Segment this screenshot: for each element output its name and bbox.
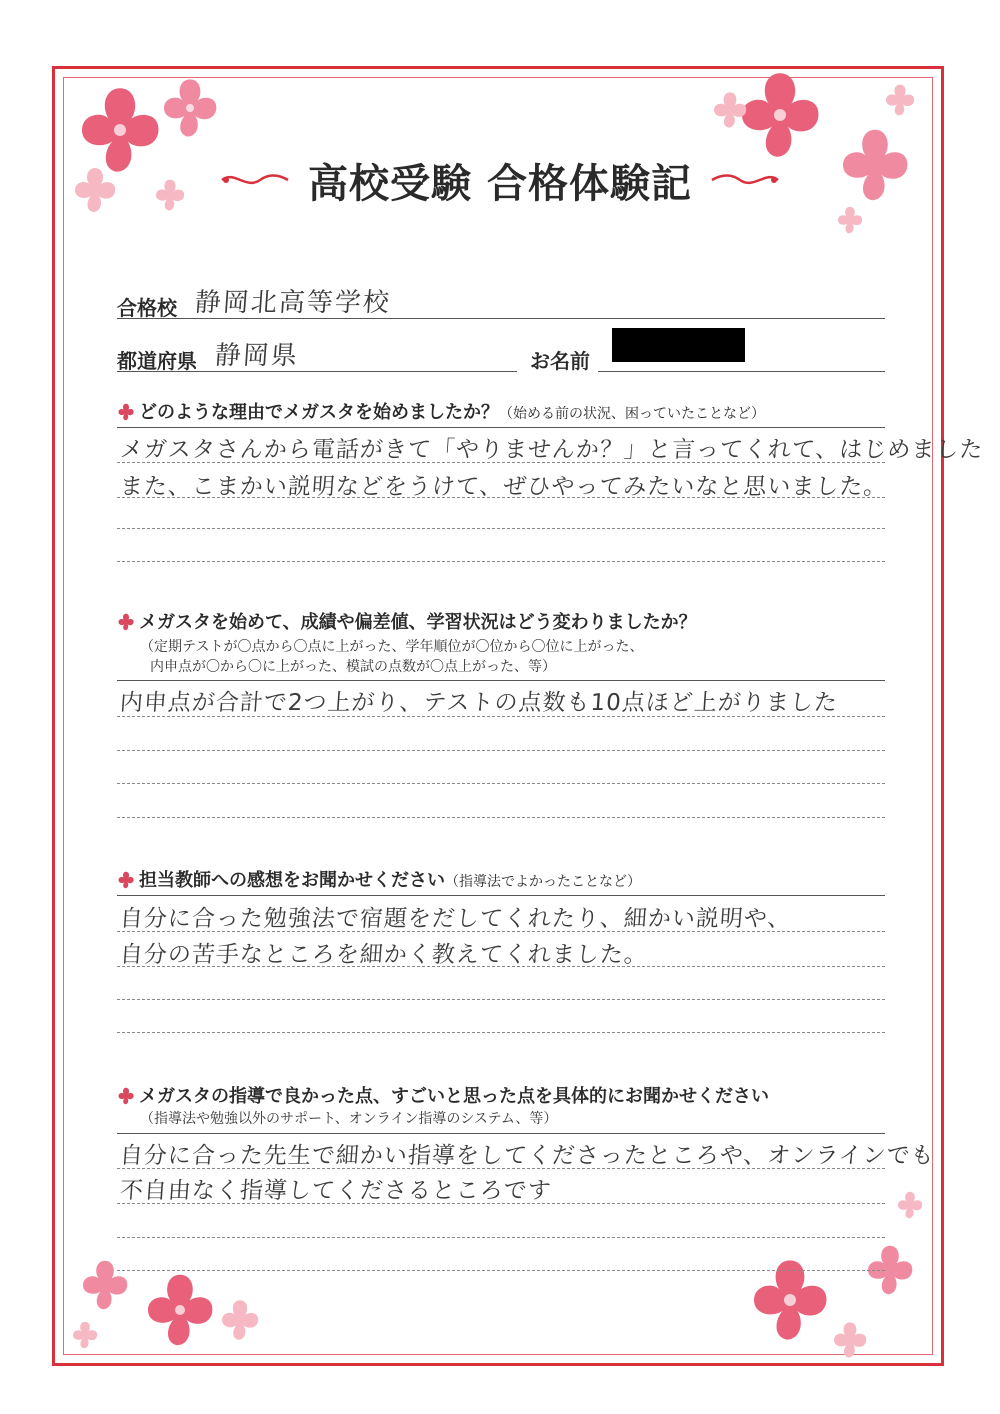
title-ornament-right-icon	[710, 168, 780, 192]
q2-rule-4	[117, 817, 885, 818]
q3-top-line	[117, 895, 885, 896]
q1-rule-4	[117, 561, 885, 562]
blossom-bullet-icon	[117, 1087, 135, 1105]
q4-rule-3	[117, 1237, 885, 1238]
prefecture-value: 静岡県	[213, 341, 300, 371]
q4-top-line	[117, 1133, 885, 1134]
question-1-heading: どのような理由でメガスタを始めましたか？（始める前の状況、困っていたことなど）	[117, 398, 765, 424]
blossom-bullet-icon	[117, 871, 135, 889]
q3-answer-line-2: 自分の苦手なところを細かく教えてくれました。	[118, 942, 649, 968]
prefecture-underline	[117, 371, 517, 372]
q3-rule-2	[117, 966, 885, 967]
question-2-heading: メガスタを始めて、成績や偏差値、学習状況はどう変わりましたか？	[117, 608, 697, 634]
school-underline	[117, 318, 885, 319]
q1-rule-1	[117, 462, 885, 463]
blossom-bullet-icon	[117, 613, 135, 631]
q2-rule-2	[117, 750, 885, 751]
name-underline	[598, 371, 885, 372]
q1-rule-3	[117, 528, 885, 529]
question-4-heading: メガスタの指導で良かった点、すごいと思った点を具体的にお聞かせください	[117, 1082, 769, 1108]
q4-note-line-1: （指導法や勉強以外のサポート、オンライン指導のシステム、等）	[140, 1111, 558, 1127]
q3-answer-line-1: 自分に合った勉強法で宿題をだしてくれたり、細かい説明や、	[118, 906, 793, 932]
q4-rule-4	[117, 1270, 885, 1271]
q3-rule-4	[117, 1032, 885, 1033]
school-label: 合格校	[117, 296, 177, 320]
q2-note-line-2: 内申点が〇から〇に上がった、模試の点数が〇点上がった、等）	[150, 659, 556, 675]
q1-top-line	[117, 427, 885, 428]
q1-rule-2	[117, 497, 885, 498]
q1-answer-line-2: また、こまかい説明などをうけて、ぜひやってみたいなと思いました。	[118, 474, 889, 500]
title-row	[0, 150, 1000, 210]
q2-rule-1	[117, 716, 885, 717]
q2-top-line	[117, 680, 885, 681]
question-3-heading: 担当教師への感想をお聞かせください（指導法でよかったことなど）	[117, 866, 641, 892]
school-value: 静岡北高等学校	[193, 288, 392, 318]
q1-answer-line-1: メガスタさんから電話がきて「やりませんか？」と言ってくれて、はじめました	[118, 437, 985, 463]
title-ornament-left-icon	[220, 168, 290, 192]
q4-answer-line-2: 不自由なく指導してくださるところです	[118, 1178, 553, 1204]
q3-rule-3	[117, 999, 885, 1000]
name-redaction	[612, 328, 745, 362]
q2-note-line-1: （定期テストが〇点から〇点に上がった、学年順位が〇位から〇位に上がった、	[140, 639, 644, 655]
prefecture-label: 都道府県	[117, 349, 197, 373]
q2-answer-line-1: 内申点が合計で2つ上がり、テストの点数も10点ほど上がりました	[118, 690, 839, 716]
q4-rule-2	[117, 1203, 885, 1204]
blossom-bullet-icon	[117, 403, 135, 421]
name-label: お名前	[530, 349, 590, 373]
q4-answer-line-1: 自分に合った先生で細かい指導をしてくださったところや、オンラインでも	[118, 1143, 936, 1169]
q3-rule-1	[117, 931, 885, 932]
page-title: 高校受験 合格体験記	[308, 160, 692, 207]
q4-rule-1	[117, 1168, 885, 1169]
q2-rule-3	[117, 783, 885, 784]
